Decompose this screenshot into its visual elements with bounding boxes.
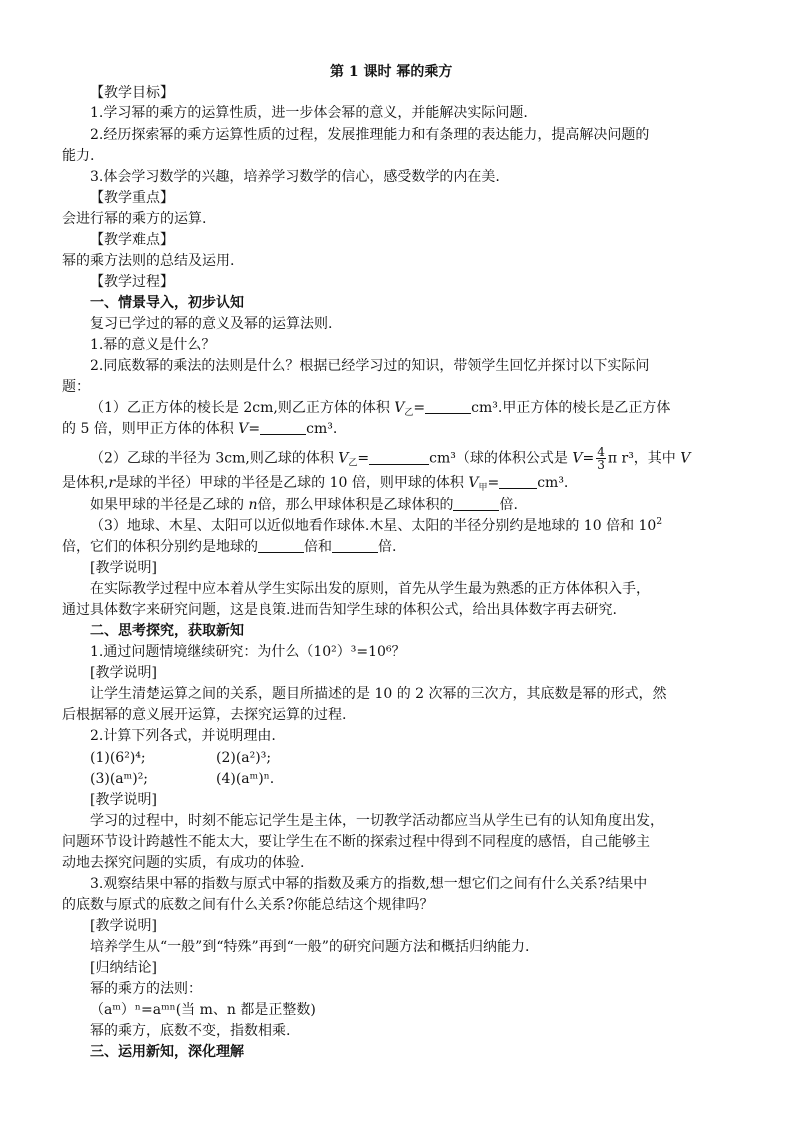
- text: （3）地球、木星、太阳可以近似地看作球体.木星、太阳的半径分别约是地球的 10 倍和 10: [90, 518, 657, 534]
- calc-item-3: (3)(aᵐ)²;: [90, 771, 149, 787]
- calc-item-4: (4)(aᵐ)ⁿ.: [216, 771, 275, 787]
- section-heading-key: 【教学重点】: [90, 190, 174, 206]
- text: cm³.: [306, 421, 338, 437]
- lesson-title: 第 1 课时 幂的乘方: [330, 64, 453, 80]
- goal-2-line-1: 2.经历探索幂的乘方运算性质的过程，发展推理能力和有条理的表达能力，提高解决问题的: [90, 127, 650, 143]
- goal-1: 1.学习幂的乘方的运算性质，进一步体会幂的意义，并能解决实际问题.: [90, 105, 528, 121]
- answer-blank: [369, 450, 429, 465]
- teaching-note-label-1: [教学说明]: [90, 560, 157, 576]
- text: 乙: [348, 458, 358, 469]
- answer-blank: [425, 399, 471, 414]
- text: 如果甲球的半径是乙球的: [90, 497, 249, 513]
- part-2-question-3-line-1: 3.观察结果中幂的指数与原式中幂的指数及乘方的指数,想一想它们之间有什么关系?结果中: [90, 876, 648, 892]
- question-3-line-1: [90, 516, 662, 536]
- question-3-line-2: [62, 537, 396, 557]
- fraction-denominator: 3: [597, 458, 605, 472]
- question-1-line-1: （1）乙正方体的棱长是 2cm,则乙正方体的体积 $V_乙= cm^3$.甲正方体的棱长是乙正方体: [90, 400, 671, 418]
- text: 2: [656, 517, 663, 527]
- conclusion-label: [归纳结论]: [90, 960, 157, 976]
- part-2-title: 二、思考探究，获取新知: [90, 623, 244, 639]
- text: V: [238, 421, 249, 437]
- part-2-question-3-line-2: 的底数与原式的底数之间有什么关系?你能总结这个规律吗？: [62, 897, 434, 913]
- text: n: [248, 497, 258, 513]
- rule-formula: （aᵐ）ⁿ=aᵐⁿ(当 m、n 都是正整数): [90, 1002, 316, 1018]
- text: V: [468, 475, 479, 491]
- text: π r³，其中: [607, 450, 681, 467]
- text: 的 5 倍，则甲正方体的体积: [62, 421, 239, 437]
- text: V: [338, 450, 349, 467]
- answer-blank: [258, 538, 304, 553]
- text: 倍.: [378, 539, 397, 555]
- part-2-question-2: 2.计算下列各式，并说明理由.: [90, 728, 276, 744]
- text: V: [394, 400, 405, 416]
- text: r: [108, 475, 116, 491]
- key-point: 会进行幂的乘方的运算.: [62, 211, 207, 227]
- rule-text: 幂的乘方，底数不变，指数相乘.: [90, 1023, 291, 1039]
- fraction-numerator: 4: [597, 445, 605, 459]
- part-1-question-2-line-1: 2.同底数幂的乘法的法则是什么？根据已经学习过的知识，带领学生回忆并探讨以下实际问: [90, 358, 650, 374]
- text: 是球的半径）甲球的半径是乙球的 10 倍，则甲球的体积: [115, 475, 469, 491]
- teaching-note-3-line-2: 问题环节设计跨越性不能太大，要让学生在不断的探索过程中得到不同程度的感悟，自己能够主: [62, 834, 650, 850]
- teaching-note-3-line-1: 学习的过程中，时刻不能忘记学生是主体，一切教学活动都应当从学生已有的认知角度出发，: [90, 813, 664, 829]
- text: cm³.: [537, 475, 569, 491]
- text: cm³（球的体积公式是: [429, 450, 573, 467]
- answer-blank: [453, 496, 499, 511]
- text: V: [680, 450, 691, 467]
- text: 倍.: [499, 497, 518, 513]
- text: 倍，那么甲球体积是乙球体积的: [257, 497, 454, 513]
- question-2-line-1: （2）乙球的半径为 3cm,则乙球的体积 $V_乙= cm^3$（球的体积公式是 V= $\frac{4}{3}$ π r³，其中 V: [90, 445, 691, 472]
- question-2-line-3: [90, 495, 518, 515]
- text: 乙: [404, 408, 414, 418]
- text: V: [572, 450, 583, 467]
- text: 是体积,: [62, 475, 109, 491]
- goal-2-line-2: 能力.: [62, 148, 95, 164]
- answer-blank: [499, 474, 537, 489]
- teaching-note-label-4: [教学说明]: [90, 918, 157, 934]
- answer-blank: [332, 538, 378, 553]
- teaching-note-4: 培养学生从“一般”到“特殊”再到“一般”的研究问题方法和概括归纳能力.: [90, 939, 530, 955]
- text: 倍，它们的体积分别约是地球的: [62, 539, 258, 555]
- answer-blank: [260, 420, 306, 435]
- text: 甲: [478, 483, 488, 493]
- part-1-review: 复习已学过的幂的意义及幂的运算法则.: [90, 316, 333, 332]
- fraction: [596, 446, 606, 471]
- goal-3: 3.体会学习数学的兴趣，培养学习数学的信心，感受数学的内在美.: [90, 169, 500, 185]
- text: cm³.甲正方体的棱长是乙正方体: [471, 400, 671, 416]
- teaching-note-1-line-2: 通过具体数字来研究问题，这是良策.进而告知学生球的体积公式，给出具体数字再去研究.: [62, 602, 617, 618]
- question-1-line-2: 的 5 倍，则甲正方体的体积 V= cm³.: [62, 421, 338, 437]
- part-1-question-1: 1.幂的意义是什么？: [90, 337, 216, 353]
- part-3-title: 三、运用新知，深化理解: [90, 1044, 244, 1060]
- teaching-note-label-2: [教学说明]: [90, 665, 157, 681]
- teaching-note-1-line-1: 在实际教学过程中应本着从学生实际出发的原则，首先从学生最为熟悉的正方体体积入手，: [90, 581, 650, 597]
- difficulty-point: 幂的乘方法则的总结及运用.: [62, 253, 235, 269]
- calc-item-1: (1)(6²)⁴;: [90, 750, 146, 766]
- part-1-question-2-line-2: 题：: [62, 379, 90, 395]
- text: （1）乙正方体的棱长是 2cm,则乙正方体的体积: [90, 400, 395, 416]
- teaching-note-label-3: [教学说明]: [90, 792, 157, 808]
- text: （2）乙球的半径为 3cm,则乙球的体积: [90, 450, 339, 467]
- part-2-question-1: 1.通过问题情境继续研究：为什么（10²）³=10⁶？: [90, 644, 406, 660]
- section-heading-process: 【教学过程】: [90, 274, 174, 290]
- calc-item-2: (2)(a²)³;: [216, 750, 272, 766]
- teaching-note-2-line-2: 后根据幂的意义展开运算，去探究运算的过程.: [62, 707, 347, 723]
- section-heading-difficulty: 【教学难点】: [90, 232, 174, 248]
- rule-intro: 幂的乘方的法则：: [90, 981, 202, 997]
- part-1-title: 一、情景导入，初步认知: [90, 295, 244, 311]
- teaching-note-3-line-3: 动地去探究问题的实质，有成功的体验.: [62, 855, 305, 871]
- question-2-line-2: 是体积,r是球的半径）甲球的半径是乙球的 10 倍，则甲球的体积 $V_甲= cm^3$.: [62, 475, 569, 493]
- text: 倍和: [304, 539, 332, 555]
- teaching-note-2-line-1: 让学生清楚运算之间的关系，题目所描述的是 10 的 2 次幂的三次方，其底数是幂的形式，然: [90, 686, 667, 702]
- section-heading-goals: 【教学目标】: [90, 85, 174, 101]
